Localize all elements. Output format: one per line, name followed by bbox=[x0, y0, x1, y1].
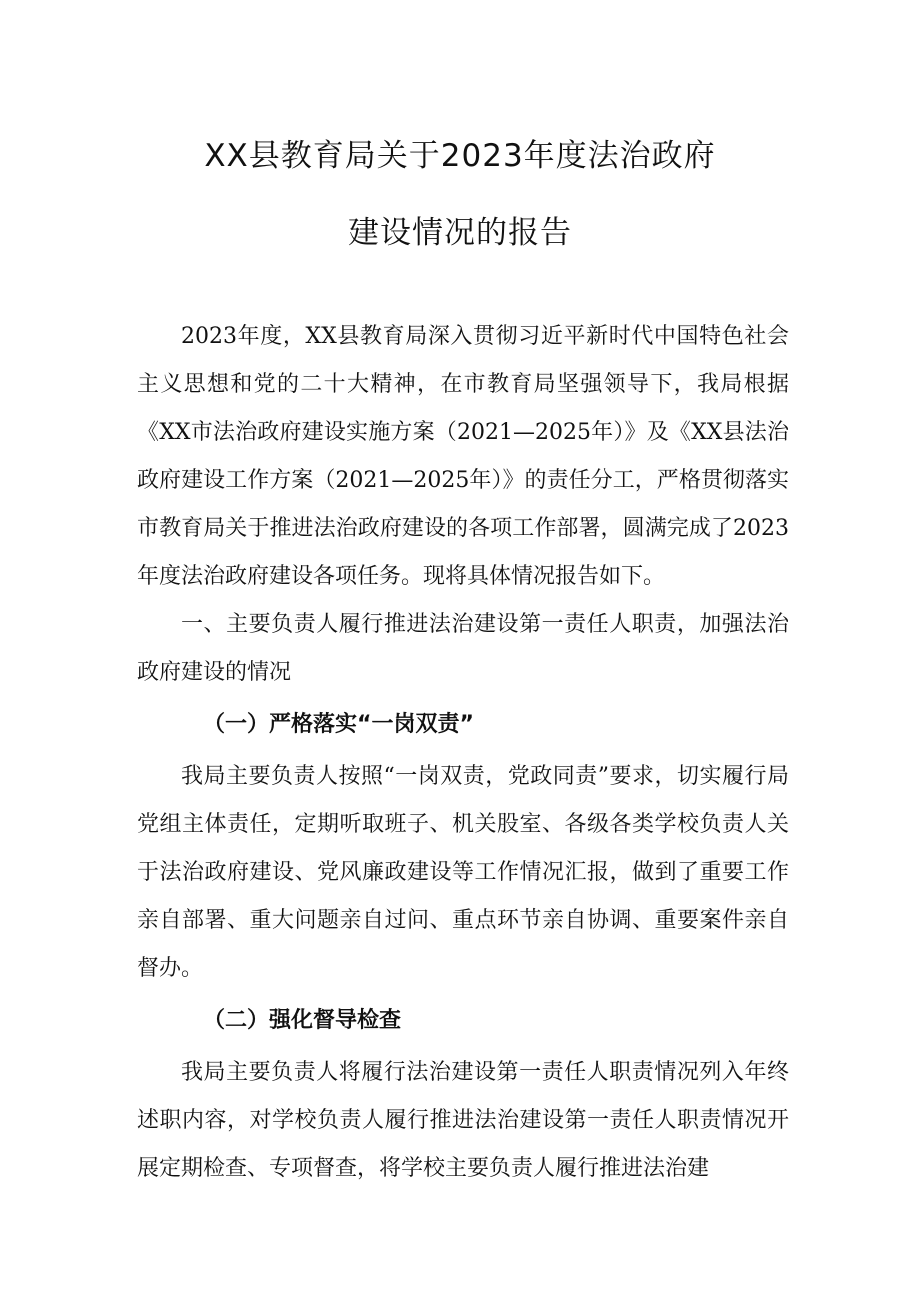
subsection-1-heading: （一）严格落实“一岗双责” bbox=[203, 712, 474, 737]
document-title-line-2: 建设情况的报告 bbox=[348, 215, 572, 251]
document-title-line-1: XX县教育局关于2023年度法治政府 bbox=[204, 138, 716, 174]
intro-paragraph: 2023年度，XX县教育局深入贯彻习近平新时代中国特色社会主义思想和党的二十大精神，在市教育局坚强领导下，我局根据《XX市法治政府建设实施方案（2021—2025年）》及《XX县法治政府建设工作方案（2021—2025年）》的责任分工，严格贯彻落实市教育局关于推进法治政府建设的各项工作部署，圆满完成了2023年度法治政府建设各项任务。现将具体情况报告如下。 bbox=[137, 324, 789, 589]
document-body bbox=[137, 313, 789, 1193]
section-1-heading: 一、主要负责人履行推进法治建设第一责任人职责，加强法治政府建设的情况 bbox=[137, 612, 789, 685]
subsection-1-paragraph: 我局主要负责人按照“一岗双责，党政同责”要求，切实履行局党组主体责任，定期听取班子、机关股室、各级各类学校负责人关于法治政府建设、党风廉政建设等工作情况汇报，做到了重要工作亲自部署、重大问题亲自过问、重点环节亲自协调、重要案件亲自督办。 bbox=[137, 764, 789, 981]
subsection-2-paragraph: 我局主要负责人将履行法治建设第一责任人职责情况列入年终述职内容，对学校负责人履行推进法治建设第一责任人职责情况开展定期检查、专项督查，将学校主要负责人履行推进法治建 bbox=[137, 1060, 789, 1181]
subsection-2-heading: （二）强化督导检查 bbox=[203, 1008, 402, 1033]
